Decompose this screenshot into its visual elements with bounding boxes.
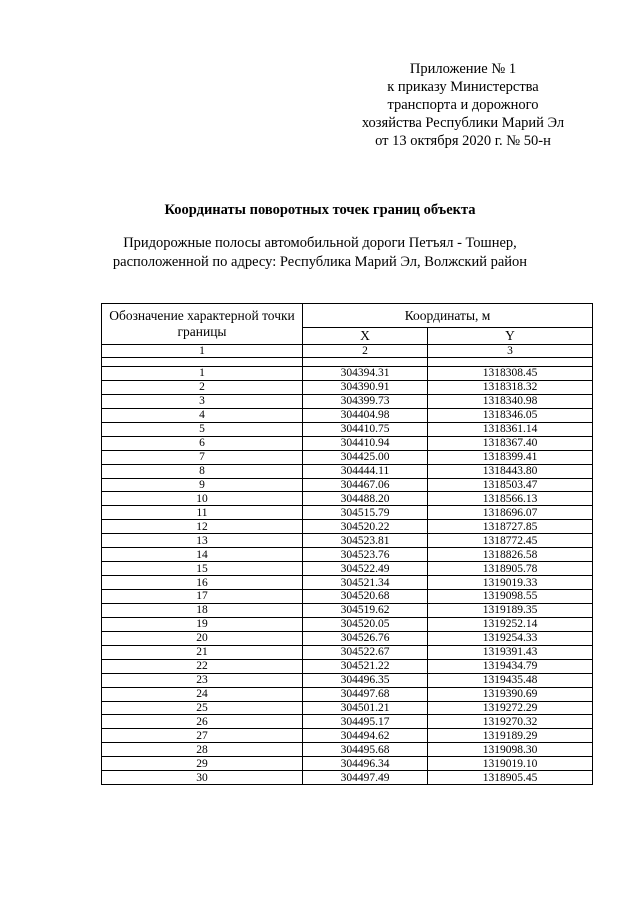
- x-coordinate-cell: 304399.73: [303, 394, 428, 408]
- y-coordinate-cell: 1318367.40: [428, 436, 593, 450]
- y-coordinate-cell: 1318905.45: [428, 771, 593, 785]
- point-number-cell: 7: [102, 450, 303, 464]
- table-row: [102, 562, 593, 576]
- table-row: [102, 367, 593, 381]
- y-coordinate-cell: 1318826.58: [428, 548, 593, 562]
- point-number-cell: 15: [102, 562, 303, 576]
- y-coordinate-cell: 1318443.80: [428, 464, 593, 478]
- spacer-row: [102, 358, 593, 367]
- table-row: [102, 422, 593, 436]
- table-row: [102, 701, 593, 715]
- x-coordinate-cell: 304467.06: [303, 478, 428, 492]
- point-number-cell: 6: [102, 436, 303, 450]
- table-row: [102, 436, 593, 450]
- point-number-cell: 30: [102, 771, 303, 785]
- table-row: [102, 394, 593, 408]
- column-number: 1: [102, 345, 303, 358]
- y-coordinate-cell: 1318566.13: [428, 492, 593, 506]
- y-coordinate-cell: 1319435.48: [428, 673, 593, 687]
- y-coordinate-cell: 1319189.29: [428, 729, 593, 743]
- y-coordinate-cell: 1319019.10: [428, 757, 593, 771]
- table-row: [102, 576, 593, 590]
- x-coordinate-cell: 304520.05: [303, 617, 428, 631]
- point-number-cell: 16: [102, 576, 303, 590]
- x-coordinate-cell: 304494.62: [303, 729, 428, 743]
- subtitle-line-2: расположенной по адресу: Республика Марий Эл, Волжский район: [112, 254, 528, 270]
- table-row: [102, 631, 593, 645]
- point-number-cell: 19: [102, 617, 303, 631]
- point-number-cell: 20: [102, 631, 303, 645]
- x-coordinate-cell: 304394.31: [303, 367, 428, 381]
- x-coordinate-cell: 304497.68: [303, 687, 428, 701]
- coords-header: Координаты, м: [303, 304, 593, 328]
- x-coordinate-cell: 304497.49: [303, 771, 428, 785]
- table-row: [102, 520, 593, 534]
- x-coordinate-cell: 304521.34: [303, 576, 428, 590]
- y-coordinate-cell: 1319390.69: [428, 687, 593, 701]
- x-coordinate-cell: 304520.68: [303, 590, 428, 604]
- y-coordinate-cell: 1319254.33: [428, 631, 593, 645]
- y-coordinate-cell: 1319252.14: [428, 617, 593, 631]
- table-row: [102, 380, 593, 394]
- table-row: [102, 464, 593, 478]
- point-number-cell: 21: [102, 645, 303, 659]
- table-row: [102, 659, 593, 673]
- point-number-cell: 22: [102, 659, 303, 673]
- y-coordinate-cell: 1318340.98: [428, 394, 593, 408]
- y-coordinate-cell: 1319189.35: [428, 603, 593, 617]
- table-row: [102, 450, 593, 464]
- y-coordinate-cell: 1319019.33: [428, 576, 593, 590]
- x-coordinate-cell: 304522.49: [303, 562, 428, 576]
- table-row: [102, 715, 593, 729]
- column-numbers-row: [102, 345, 593, 358]
- point-number-cell: 1: [102, 367, 303, 381]
- y-header: Y: [428, 328, 593, 345]
- x-coordinate-cell: 304515.79: [303, 506, 428, 520]
- y-coordinate-cell: 1318318.32: [428, 380, 593, 394]
- y-coordinate-cell: 1318772.45: [428, 534, 593, 548]
- x-coordinate-cell: 304522.67: [303, 645, 428, 659]
- point-label-header: Обозначение характерной точки границы: [102, 304, 303, 345]
- y-coordinate-cell: 1318346.05: [428, 408, 593, 422]
- point-number-cell: 13: [102, 534, 303, 548]
- table-row: [102, 534, 593, 548]
- y-coordinate-cell: 1319270.32: [428, 715, 593, 729]
- x-coordinate-cell: 304495.17: [303, 715, 428, 729]
- x-header: X: [303, 328, 428, 345]
- point-number-cell: 24: [102, 687, 303, 701]
- table-row: [102, 729, 593, 743]
- table-row: [102, 506, 593, 520]
- table-row: [102, 617, 593, 631]
- x-coordinate-cell: 304520.22: [303, 520, 428, 534]
- y-coordinate-cell: 1318727.85: [428, 520, 593, 534]
- x-coordinate-cell: 304425.00: [303, 450, 428, 464]
- x-coordinate-cell: 304496.34: [303, 757, 428, 771]
- document-subtitle: [0, 234, 640, 272]
- point-number-cell: 2: [102, 380, 303, 394]
- point-number-cell: 23: [102, 673, 303, 687]
- x-coordinate-cell: 304523.76: [303, 548, 428, 562]
- x-coordinate-cell: 304410.75: [303, 422, 428, 436]
- table-row: [102, 603, 593, 617]
- x-coordinate-cell: 304501.21: [303, 701, 428, 715]
- point-number-cell: 25: [102, 701, 303, 715]
- point-number-cell: 28: [102, 743, 303, 757]
- x-coordinate-cell: 304523.81: [303, 534, 428, 548]
- y-coordinate-cell: 1319391.43: [428, 645, 593, 659]
- point-number-cell: 27: [102, 729, 303, 743]
- point-number-cell: 18: [102, 603, 303, 617]
- point-number-cell: 4: [102, 408, 303, 422]
- x-coordinate-cell: 304495.68: [303, 743, 428, 757]
- spacer-cell: [303, 358, 428, 367]
- point-number-cell: 14: [102, 548, 303, 562]
- appendix-line: хозяйства Республики Марий Эл: [361, 115, 565, 131]
- appendix-header: [348, 60, 578, 150]
- column-number: 2: [303, 345, 428, 358]
- table-row: [102, 548, 593, 562]
- x-coordinate-cell: 304496.35: [303, 673, 428, 687]
- appendix-line: к приказу Министерства: [387, 79, 539, 95]
- x-coordinate-cell: 304390.91: [303, 380, 428, 394]
- header-row: [102, 304, 593, 328]
- coordinates-table: [101, 303, 593, 785]
- point-number-cell: 9: [102, 478, 303, 492]
- table-row: [102, 590, 593, 604]
- appendix-line: транспорта и дорожного: [387, 97, 539, 113]
- spacer-cell: [102, 358, 303, 367]
- y-coordinate-cell: 1319098.30: [428, 743, 593, 757]
- point-number-cell: 17: [102, 590, 303, 604]
- table-row: [102, 771, 593, 785]
- table-row: [102, 757, 593, 771]
- y-coordinate-cell: 1318905.78: [428, 562, 593, 576]
- appendix-line: Приложение № 1: [409, 61, 517, 77]
- point-number-cell: 10: [102, 492, 303, 506]
- spacer-cell: [428, 358, 593, 367]
- column-number: 3: [428, 345, 593, 358]
- point-number-cell: 12: [102, 520, 303, 534]
- y-coordinate-cell: 1319434.79: [428, 659, 593, 673]
- subtitle-line-1: Придорожные полосы автомобильной дороги Петъял - Тошнер,: [123, 235, 517, 251]
- x-coordinate-cell: 304444.11: [303, 464, 428, 478]
- x-coordinate-cell: 304519.62: [303, 603, 428, 617]
- point-number-cell: 11: [102, 506, 303, 520]
- table-row: [102, 492, 593, 506]
- y-coordinate-cell: 1318399.41: [428, 450, 593, 464]
- table-body: [102, 367, 593, 785]
- point-number-cell: 8: [102, 464, 303, 478]
- y-coordinate-cell: 1319272.29: [428, 701, 593, 715]
- y-coordinate-cell: 1318361.14: [428, 422, 593, 436]
- y-coordinate-cell: 1318696.07: [428, 506, 593, 520]
- point-number-cell: 26: [102, 715, 303, 729]
- table-row: [102, 478, 593, 492]
- point-number-cell: 5: [102, 422, 303, 436]
- appendix-line: от 13 октября 2020 г. № 50-н: [375, 133, 551, 149]
- x-coordinate-cell: 304404.98: [303, 408, 428, 422]
- x-coordinate-cell: 304488.20: [303, 492, 428, 506]
- table-row: [102, 408, 593, 422]
- table-row: [102, 673, 593, 687]
- y-coordinate-cell: 1319098.55: [428, 590, 593, 604]
- document-title: Координаты поворотных точек границ объекта: [164, 202, 476, 218]
- x-coordinate-cell: 304521.22: [303, 659, 428, 673]
- x-coordinate-cell: 304526.76: [303, 631, 428, 645]
- y-coordinate-cell: 1318503.47: [428, 478, 593, 492]
- table-row: [102, 743, 593, 757]
- point-number-cell: 3: [102, 394, 303, 408]
- x-coordinate-cell: 304410.94: [303, 436, 428, 450]
- table-row: [102, 645, 593, 659]
- point-number-cell: 29: [102, 757, 303, 771]
- table-row: [102, 687, 593, 701]
- y-coordinate-cell: 1318308.45: [428, 367, 593, 381]
